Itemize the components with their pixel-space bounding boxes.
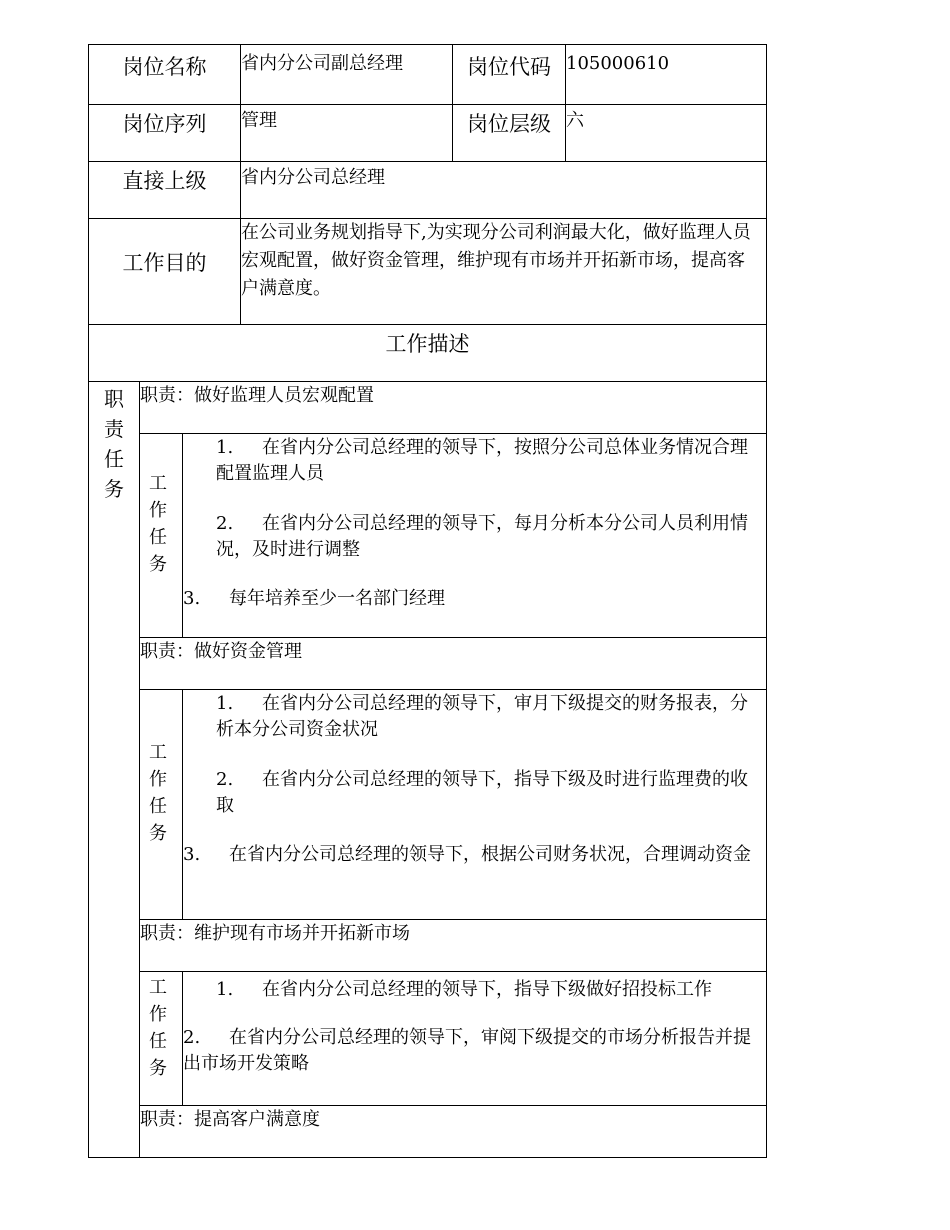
purpose-value: 在公司业务规划指导下,为实现分公司利润最大化，做好监理人员宏观配置，做好资金管理，维护现有市场并开拓新市场，提高客户满意度。 (241, 222, 751, 299)
duty-1-task-1: 1. 在省内分公司总经理的领导下，按照分公司总体业务情况合理配置监理人员 (216, 437, 748, 484)
position-code-value: 105000610 (566, 53, 670, 74)
level-value: 六 (566, 110, 584, 131)
superior-label: 直接上级 (122, 169, 207, 193)
duty-2-task-1: 1. 在省内分公司总经理的领导下，审月下级提交的财务报表，分析本分公司资金状况 (216, 693, 748, 740)
duty-2-task-label: 工 作 任 务 (149, 742, 167, 844)
duty-2-task-3: 3. 在省内分公司总经理的领导下，根据公司财务状况，合理调动资金 (183, 844, 751, 865)
duty-1-task-label: 工 作 任 务 (149, 473, 167, 575)
position-name-value: 省内分公司副总经理 (241, 53, 403, 74)
duty-3-task-2: 2. 在省内分公司总经理的领导下，审阅下级提交的市场分析报告并提出市场开发策略 (183, 1027, 751, 1074)
duty-3-title: 职责：维护现有市场并开拓新市场 (140, 923, 410, 944)
level-label: 岗位层级 (467, 112, 551, 136)
duty-1-task-2: 2. 在省内分公司总经理的领导下，每月分析本分公司人员利用情况，及时进行调整 (216, 513, 748, 560)
position-code-label: 岗位代码 (467, 55, 551, 79)
duty-3-task-label: 工 作 任 务 (149, 977, 167, 1079)
duty-1-title: 职责：做好监理人员宏观配置 (140, 385, 374, 406)
sequence-label: 岗位序列 (122, 112, 207, 136)
duties-label: 职 责 任 务 (104, 387, 124, 501)
duty-2-task-2: 2. 在省内分公司总经理的领导下，指导下级及时进行监理费的收取 (216, 769, 748, 816)
duty-4-title: 职责：提高客户满意度 (140, 1109, 320, 1130)
sequence-value: 管理 (241, 110, 277, 131)
duty-3-task-1: 1. 在省内分公司总经理的领导下，指导下级做好招投标工作 (216, 979, 712, 1000)
duty-1-task-3: 3. 每年培养至少一名部门经理 (183, 588, 445, 609)
position-name-label: 岗位名称 (122, 55, 207, 79)
duty-2-title: 职责：做好资金管理 (140, 641, 302, 662)
description-title: 工作描述 (385, 332, 470, 356)
purpose-label: 工作目的 (122, 251, 207, 275)
superior-value: 省内分公司总经理 (241, 167, 385, 188)
